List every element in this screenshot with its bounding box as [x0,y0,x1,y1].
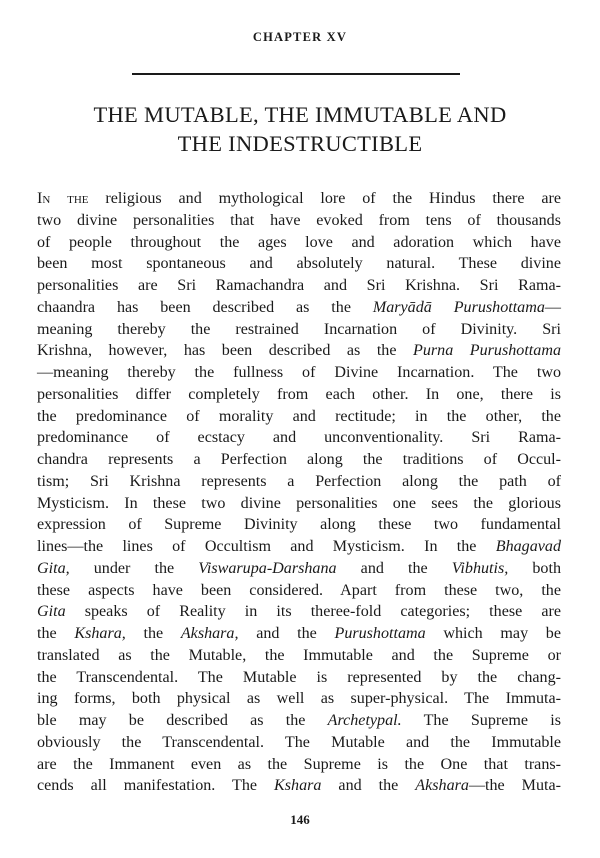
opening-words: In the [37,190,89,207]
body-line-4: been most spontaneous and absolutely natural. These divine [37,255,561,273]
body-line-8: Krishna, however, has been described as the Purna Purushottama [37,342,561,360]
body-line-12: predominance of ecstacy and unconventionality. Sri Rama- [37,429,561,447]
body-paragraph [37,188,561,797]
body-line-6: chaandra has been described as the Maryādā Purushottama— [37,298,561,316]
body-line-20: Gita speaks of Reality in its theree-fold categories; these are [37,603,561,621]
chapter-title [40,100,560,158]
body-line-18: Gita, under the Viswarupa-Darshana and the Vibhutis, both [37,559,561,577]
body-line-22: translated as the Mutable, the Immutable and the Supreme or [37,646,561,664]
body-line-2: two divine personalities that have evoked from tens of thousands [37,211,561,229]
body-line-16: expression of Supreme Divinity along these two fundamental [37,516,561,534]
body-line-19: these aspects have been considered. Apart from these two, the [37,581,561,599]
body-line-5: personalities are Sri Ramachandra and Sri Krishna. Sri Rama- [37,277,561,294]
body-line-11: the predominance of morality and rectitude; in the other, the [37,407,561,425]
chapter-title-line-1: THE MUTABLE, THE IMMUTABLE AND [93,102,507,127]
body-line-17: lines—the lines of Occultism and Mysticism. In the Bhagavad [37,538,561,555]
body-line-28: cends all manifestation. The Kshara and the Akshara—the Muta- [37,777,562,795]
chapter-label: CHAPTER XV [252,30,348,44]
body-line-15: Mysticism. In these two divine personalities one sees the glorious [37,494,561,512]
body-line-14: tism; Sri Krishna represents a Perfection along the path of [37,472,561,490]
page-number: 146 [290,812,310,827]
body-line-25: ble may be described as the Archetypal. The Supreme is [37,712,561,729]
body-line-13: chandra represents a Perfection along the traditions of Occul- [37,451,561,468]
chapter-title-line-2: THE INDESTRUCTIBLE [177,131,423,156]
body-line-21: the Kshara, the Akshara, and the Purushottama which may be [37,625,561,642]
body-line-26: obviously the Transcendental. The Mutable and the Immutable [37,733,561,751]
body-line-3: of people throughout the ages love and adoration which have [37,233,561,251]
body-line-27: are the Immanent even as the Supreme is the One that trans- [37,755,561,773]
body-line-1: In the religious and mythological lore of the Hindus there are [37,190,561,207]
body-line-9: —meaning thereby the fullness of Divine Incarnation. The two [37,364,561,381]
body-line-24: ing forms, both physical as well as super-physical. The Immuta- [37,690,561,708]
body-line-23: the Transcendental. The Mutable is represented by the chang- [37,668,561,686]
body-line-7: meaning thereby the restrained Incarnation of Divinity. Sri [37,320,561,338]
chapter-rule [132,73,460,75]
body-line-10: personalities differ completely from each other. In one, there is [37,385,561,403]
